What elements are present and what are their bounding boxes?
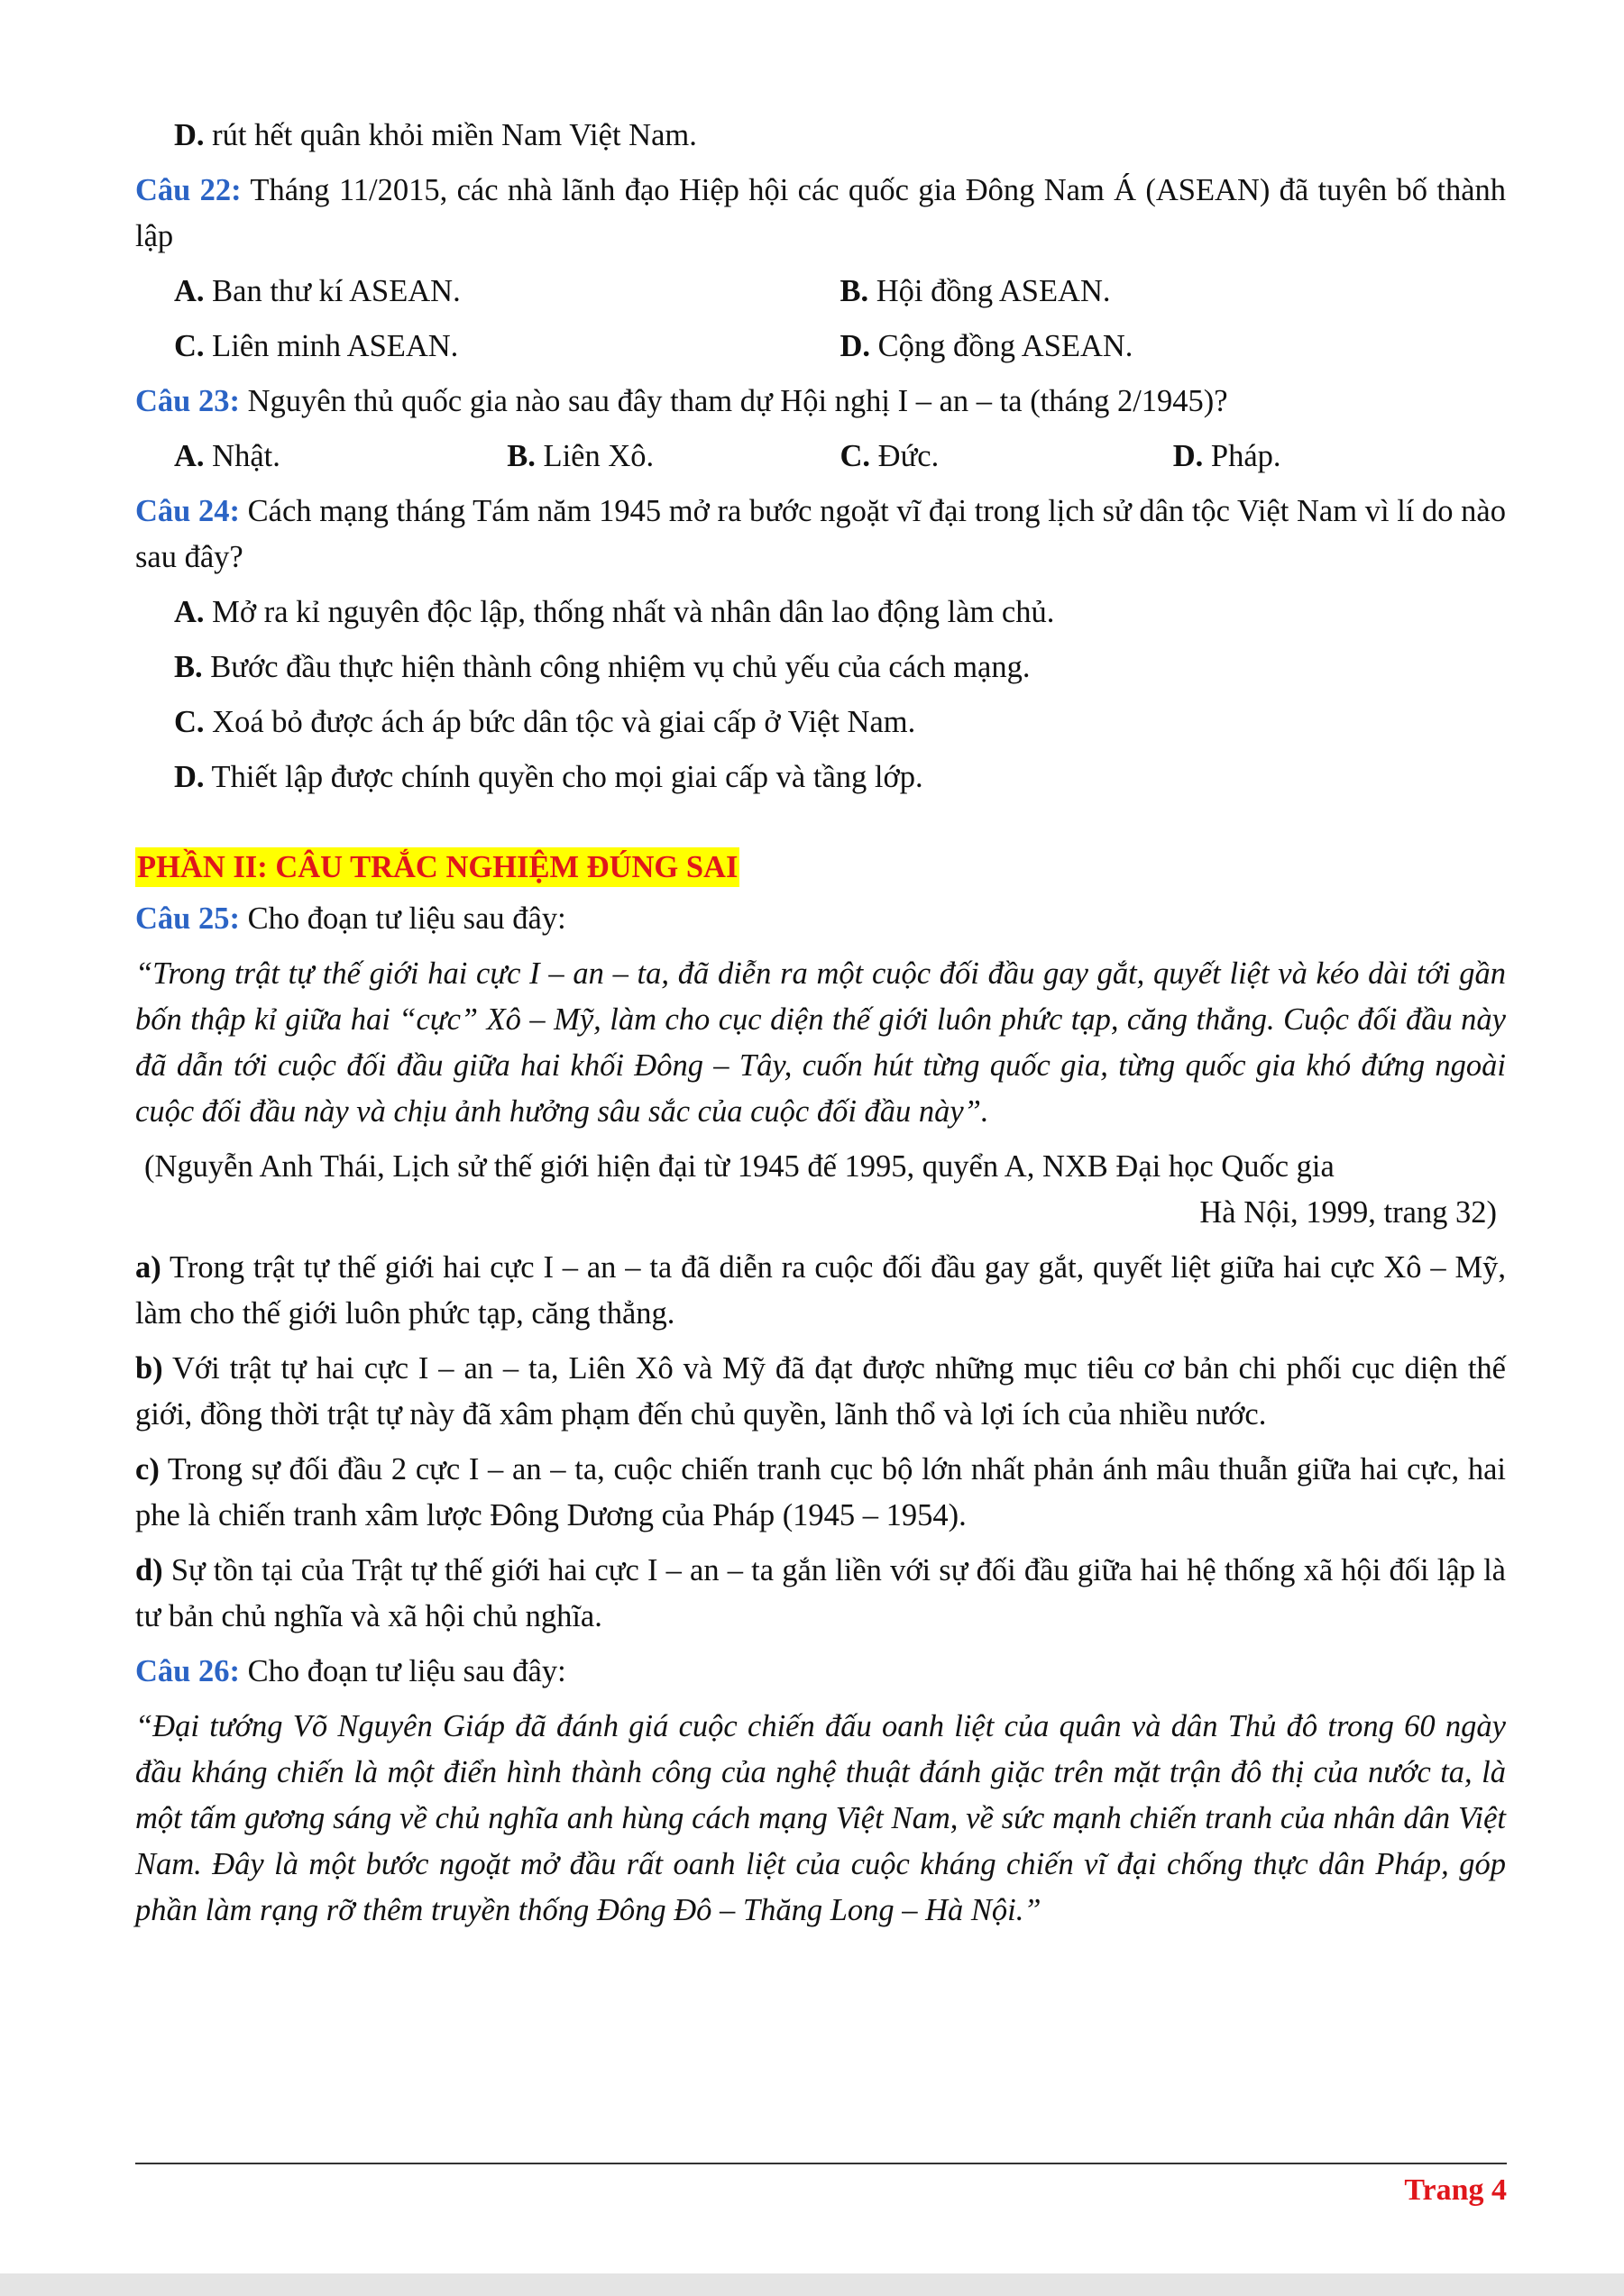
question-text: Cho đoạn tư liệu sau đây: [239, 901, 566, 936]
section-heading: PHẦN II: CÂU TRẮC NGHIỆM ĐÚNG SAI [135, 847, 739, 887]
statement-letter: c) [135, 1452, 160, 1486]
statement-letter: d) [135, 1553, 163, 1587]
option-letter: B. [174, 650, 203, 684]
q24-option-a [135, 590, 1506, 636]
option-letter: B. [840, 274, 869, 308]
question-number: Câu 24: [135, 494, 240, 528]
q26-quote: “Đại tướng Võ Nguyên Giáp đã đánh giá cuộc chiến đấu oanh liệt của quân và dân Thủ đô trong 60 ngày đầu kháng chiến là một điển hình thành công của nghệ thuật đánh giặc trên mặt trận đô thị của nước ta, là một tấm gương sáng về chủ nghĩa anh hùng cách mạng Việt Nam, về sức mạnh chiến tranh của nhân dân Việt Nam. Đây là một bước ngoặt mở đầu rất oanh liệt của cuộc kháng chiến vĩ đại chống thực dân Pháp, góp phần làm rạng rỡ thêm truyền thống Đông Đô – Thăng Long – Hà Nội.” [135, 1709, 1506, 1927]
question-number: Câu 25: [135, 901, 240, 936]
q23-option-b [507, 434, 840, 480]
q24-option-c [135, 700, 1506, 746]
statement-text: Sự tồn tại của Trật tự thế giới hai cực I – an – ta gắn liền với sự đối đầu giữa hai hệ thống xã hội đối lập là tư bản chủ nghĩa và xã hội chủ nghĩa. [135, 1553, 1506, 1633]
option-text: rút hết quân khỏi miền Nam Việt Nam. [204, 118, 697, 152]
question-24 [135, 489, 1506, 581]
question-text: Tháng 11/2015, các nhà lãnh đạo Hiệp hội các quốc gia Đông Nam Á (ASEAN) đã tuyên bố thành lập [135, 173, 1507, 253]
option-letter: A. [174, 595, 205, 629]
q22-options-row-2 [135, 324, 1506, 370]
q24-option-d [135, 755, 1506, 800]
question-25 [135, 896, 1506, 942]
q25-source [135, 1144, 1506, 1236]
bottom-strip [0, 2273, 1624, 2296]
q24-option-b [135, 645, 1506, 691]
q21-option-d [135, 113, 1506, 159]
q22-option-b [840, 269, 1507, 315]
question-26 [135, 1649, 1506, 1695]
q22-option-c [174, 324, 840, 370]
q25-statement-b [135, 1346, 1506, 1438]
option-letter: C. [174, 705, 205, 739]
q25-quote: “Trong trật tự thế giới hai cực I – an – ta, đã diễn ra một cuộc đối đầu gay gắt, quyết liệt và kéo dài tới gần bốn thập kỉ giữa hai “cực” Xô – Mỹ, làm cho cục diện thế giới luôn phức tạp, căng thẳng. Cuộc đối đầu này đã dẫn tới cuộc đối đầu giữa hai khối Đông – Tây, cuốn hút từng quốc gia, từng quốc gia khó đứng ngoài cuộc đối đầu này và chịu ảnh hưởng sâu sắc của cuộc đối đầu này”. [135, 956, 1506, 1129]
option-letter: A. [174, 439, 205, 473]
option-letter: C. [840, 439, 871, 473]
option-letter: D. [840, 329, 871, 363]
question-22 [135, 168, 1506, 260]
q25-statement-a [135, 1245, 1506, 1337]
source-line-1: (Nguyễn Anh Thái, Lịch sử thế giới hiện đại từ 1945 đế 1995, quyển A, NXB Đại học Quốc gia [144, 1149, 1335, 1184]
q22-options-row-1 [135, 269, 1506, 315]
option-text: Ban thư kí ASEAN. [204, 274, 461, 308]
q23-option-c [840, 434, 1173, 480]
option-letter: D. [1172, 439, 1204, 473]
statement-letter: b) [135, 1351, 163, 1386]
option-text: Xoá bỏ được ách áp bức dân tộc và giai cấp ở Việt Nam. [204, 705, 916, 739]
option-letter: C. [174, 329, 205, 363]
q25-statement-d [135, 1548, 1506, 1640]
footer-divider [135, 2163, 1507, 2164]
q22-option-d [840, 324, 1507, 370]
statement-letter: a) [135, 1250, 161, 1285]
option-text: Mở ra kỉ nguyên độc lập, thống nhất và nhân dân lao động làm chủ. [204, 595, 1055, 629]
source-line-2: Hà Nội, 1999, trang 32) [1199, 1195, 1497, 1230]
option-text: Nhật. [204, 439, 280, 473]
q25-statement-c [135, 1447, 1506, 1539]
question-number: Câu 26: [135, 1654, 240, 1688]
option-text: Thiết lập được chính quyền cho mọi giai cấp và tầng lớp. [204, 760, 923, 794]
option-letter: D. [174, 118, 205, 152]
option-text: Đức. [870, 439, 940, 473]
question-text: Nguyên thủ quốc gia nào sau đây tham dự Hội nghị I – an – ta (tháng 2/1945)? [239, 384, 1228, 418]
statement-text: Trong trật tự thế giới hai cực I – an – ta đã diễn ra cuộc đối đầu gay gắt, quyết liệt giữa hai cực Xô – Mỹ, làm cho thế giới luôn phức tạp, căng thẳng. [135, 1250, 1506, 1331]
page-number: Trang 4 [1404, 2173, 1507, 2207]
q23-option-a [174, 434, 507, 480]
question-text: Cách mạng tháng Tám năm 1945 mở ra bước ngoặt vĩ đại trong lịch sử dân tộc Việt Nam vì lí do nào sau đây? [135, 494, 1506, 574]
option-text: Liên Xô. [535, 439, 655, 473]
option-text: Cộng đồng ASEAN. [870, 329, 1133, 363]
option-letter: B. [507, 439, 536, 473]
statement-text: Trong sự đối đầu 2 cực I – an – ta, cuộc chiến tranh cục bộ lớn nhất phản ánh mâu thuẫn giữa hai cực, hai phe là chiến tranh xâm lược Đông Dương của Pháp (1945 – 1954). [135, 1452, 1506, 1532]
question-number: Câu 23: [135, 384, 240, 418]
page-content [135, 113, 1506, 1943]
option-letter: A. [174, 274, 205, 308]
option-text: Liên minh ASEAN. [204, 329, 459, 363]
option-text: Pháp. [1203, 439, 1281, 473]
option-text: Bước đầu thực hiện thành công nhiệm vụ chủ yếu của cách mạng. [202, 650, 1031, 684]
q23-option-d [1173, 434, 1506, 480]
question-number: Câu 22: [135, 173, 242, 207]
option-text: Hội đồng ASEAN. [868, 274, 1111, 308]
option-letter: D. [174, 760, 205, 794]
question-text: Cho đoạn tư liệu sau đây: [239, 1654, 566, 1688]
q23-options-row [135, 434, 1506, 480]
question-23 [135, 379, 1506, 425]
statement-text: Với trật tự hai cực I – an – ta, Liên Xô và Mỹ đã đạt được những mục tiêu cơ bản chi phối cục diện thế giới, đồng thời trật tự này đã xâm phạm đến chủ quyền, lãnh thổ và lợi ích của nhiều nước. [135, 1351, 1506, 1432]
q22-option-a [174, 269, 840, 315]
